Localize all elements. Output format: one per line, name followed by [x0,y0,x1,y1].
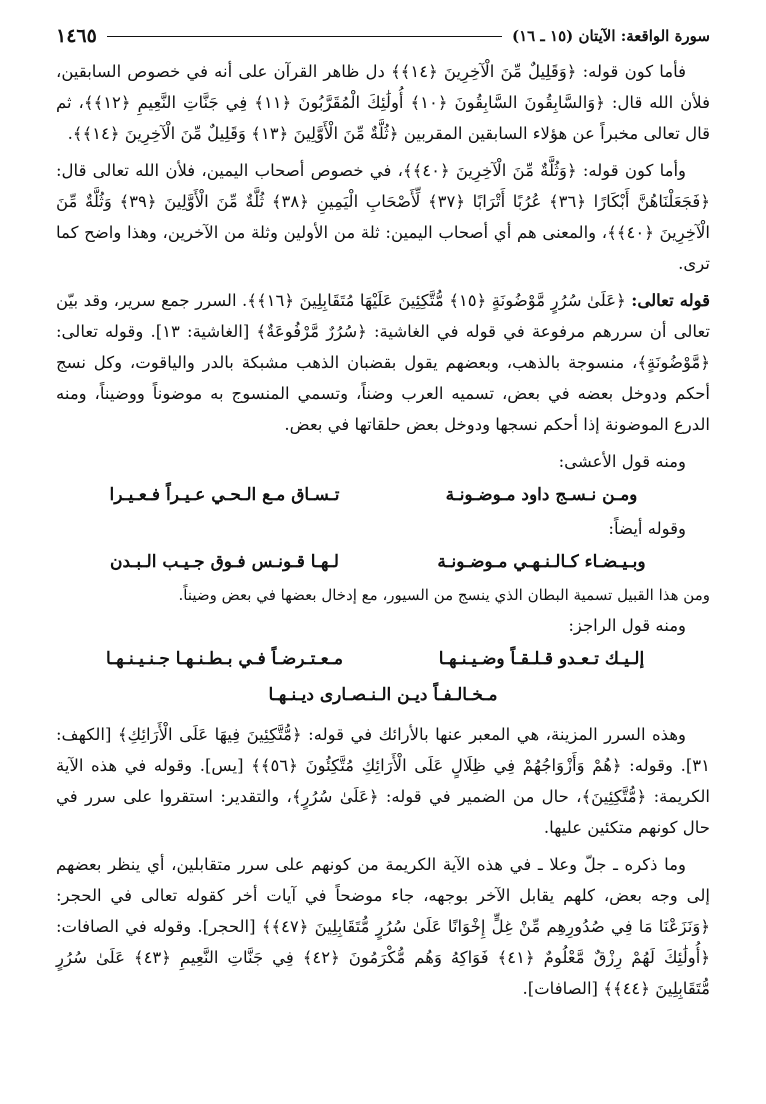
paragraph-1: فأما كون قوله: ﴿وَقَلِيلٌ مِّنَ الْآخِرِينَ ﴿١٤﴾﴾ دل ظاهر القرآن على أنه في خصوص السابقين، فلأن الله قال: ﴿وَالسَّابِقُونَ السَّابِقُونَ ﴿١٠﴾ أُولَٰئِكَ الْمُقَرَّبُونَ ﴿١١﴾ فِي جَنَّاتِ النَّعِيمِ ﴿١٢﴾﴾، ثم قال تعالى مخبراً عن هؤلاء السابقين المقربين ﴿ثُلَّةٌ مِّنَ الْأَوَّلِينَ ﴿١٣﴾ وَقَلِيلٌ مِّنَ الْآخِرِينَ ﴿١٤﴾﴾. [56,62,710,143]
verse-second-hemistich: تـسـاق مـع الـحـي عـيـراً فـعـيـرا [109,485,340,505]
bitan-note: ومن هذا القبيل تسمية البطان الذي ينسج من السيور، مع إدخال بعضها في بعض وضيناً. [178,586,710,604]
verse-aasha [56,477,710,513]
verse-rajiz-1 [56,641,710,677]
intro-aasha: ومنه قول الأعشى: [558,452,686,471]
running-header [56,22,710,50]
paragraph-arayik: وهذه السرر المزينة، هي المعبر عنها بالأرائك في قوله: ﴿مُّتَّكِئِينَ فِيهَا عَلَى الْأَرَائِكِ﴾ [الكهف: ٣١]. وقوله: ﴿هُمْ وَأَزْوَاجُهُمْ فِي ظِلَالٍ عَلَى الْأَرَائِكِ مُتَّكِئُونَ ﴿٥٦﴾﴾ [يس]. وقوله في هذه الآية الكريمة: ﴿مُّتَّكِئِينَ﴾، حال من الضمير في قوله: ﴿عَلَىٰ سُرُرٍ﴾، والتقدير: استقروا على سرر في حال كونهم متكئين عليها. [56,725,711,837]
verse-line: مـخـالـفـاً ديـن الـنـصـارى ديـنـهـا [268,685,498,705]
verse-first-hemistich: ومـن نـسـج داود مـوضـونـة [445,485,638,505]
verse-second-hemistich: لـهـا قـونـس فـوق جـيـب الـبـدن [110,552,339,572]
paragraph-2: وأما كون قوله: ﴿وَثُلَّةٌ مِّنَ الْآخِرِينَ ﴿٤٠﴾﴾، في خصوص أصحاب اليمين، فلأن الله تعالى قال: ﴿فَجَعَلْنَاهُنَّ أَبْكَارًا ﴿٣٦﴾ عُرُبًا أَتْرَابًا ﴿٣٧﴾ لِّأَصْحَابِ الْيَمِينِ ﴿٣٨﴾ ثُلَّةٌ مِّنَ الْأَوَّلِينَ ﴿٣٩﴾ وَثُلَّةٌ مِّنَ الْآخِرِينَ ﴿٤٠﴾﴾، والمعنى هم أي أصحاب اليمين: ثلة من الأولين وثلة من الآخرين، وهذا واضح كما ترى. [56,161,710,273]
surah-title: سورة الواقعة: الآيتان (١٥ ـ ١٦) [511,27,710,45]
verse-first-hemistich: إلـيـك تـعـدو قـلـقـاً وضـيـنـهـا [438,649,645,669]
verse-second-hemistich: مـعـتـرضـاً فـي بـطـنـهـا جـنـيـنـهـا [106,649,343,669]
header-rule [107,36,502,37]
page [56,22,710,1004]
intro-aasha-2: وقوله أيضاً: [608,519,686,538]
verse-rajiz-2 [56,677,710,713]
lead-word: قوله تعالى: [631,291,711,310]
verse-aasha-2 [56,544,710,580]
page-number: ١٤٦٥ [56,25,97,47]
verse-first-hemistich: وبـيـضـاء كـالـنـهـي مـوضـونـة [437,552,646,572]
paragraph-3-text: ﴿عَلَىٰ سُرُرٍ مَّوْضُونَةٍ ﴿١٥﴾ مُّتَّكِئِينَ عَلَيْهَا مُتَقَابِلِينَ ﴿١٦﴾﴾. السرر جمع سرير، وقد بيّن تعالى أن سررهم مرفوعة في قوله في الغاشية: ﴿سُرُرٌ مَّرْفُوعَةٌ﴾ [الغاشية: ١٣]. وقوله تعالى: ﴿مَّوْضُونَةٍ﴾، منسوجة بالذهب، وبعضهم يقول بقضبان الذهب مشبكة بالدر والياقوت، وكل نسج أحكم ودوخل بعضه في بعض، تسميه العرب وضناً، وتسمي المنسوج به موضوناً ووضيناً، ومنه الدرع الموضونة إذا أحكم نسجها ودوخل بعض حلقاتها في بعض. [56,291,711,434]
intro-rajiz: ومنه قول الراجز: [568,616,686,635]
paragraph-3 [56,285,710,440]
paragraph-mutaqabilin: وما ذكره ـ جلّ وعلا ـ في هذه الآية الكريمة من كونهم على سرر متقابلين، أي ينظر بعضهم إلى وجه بعض، كلهم يقابل الآخر بوجهه، جاء موضحاً في آيات أخر كقوله تعالى في الحجر: ﴿وَنَزَعْنَا مَا فِي صُدُورِهِم مِّنْ غِلٍّ إِخْوَانًا عَلَىٰ سُرُرٍ مُّتَقَابِلِينَ ﴿٤٧﴾﴾ [الحجر]. وقوله في الصافات: ﴿أُولَٰئِكَ لَهُمْ رِزْقٌ مَّعْلُومٌ ﴿٤١﴾ فَوَاكِهُ وَهُم مُّكْرَمُونَ ﴿٤٢﴾ فِي جَنَّاتِ النَّعِيمِ ﴿٤٣﴾ عَلَىٰ سُرُرٍ مُّتَقَابِلِينَ ﴿٤٤﴾﴾ [الصافات]. [56,855,710,998]
